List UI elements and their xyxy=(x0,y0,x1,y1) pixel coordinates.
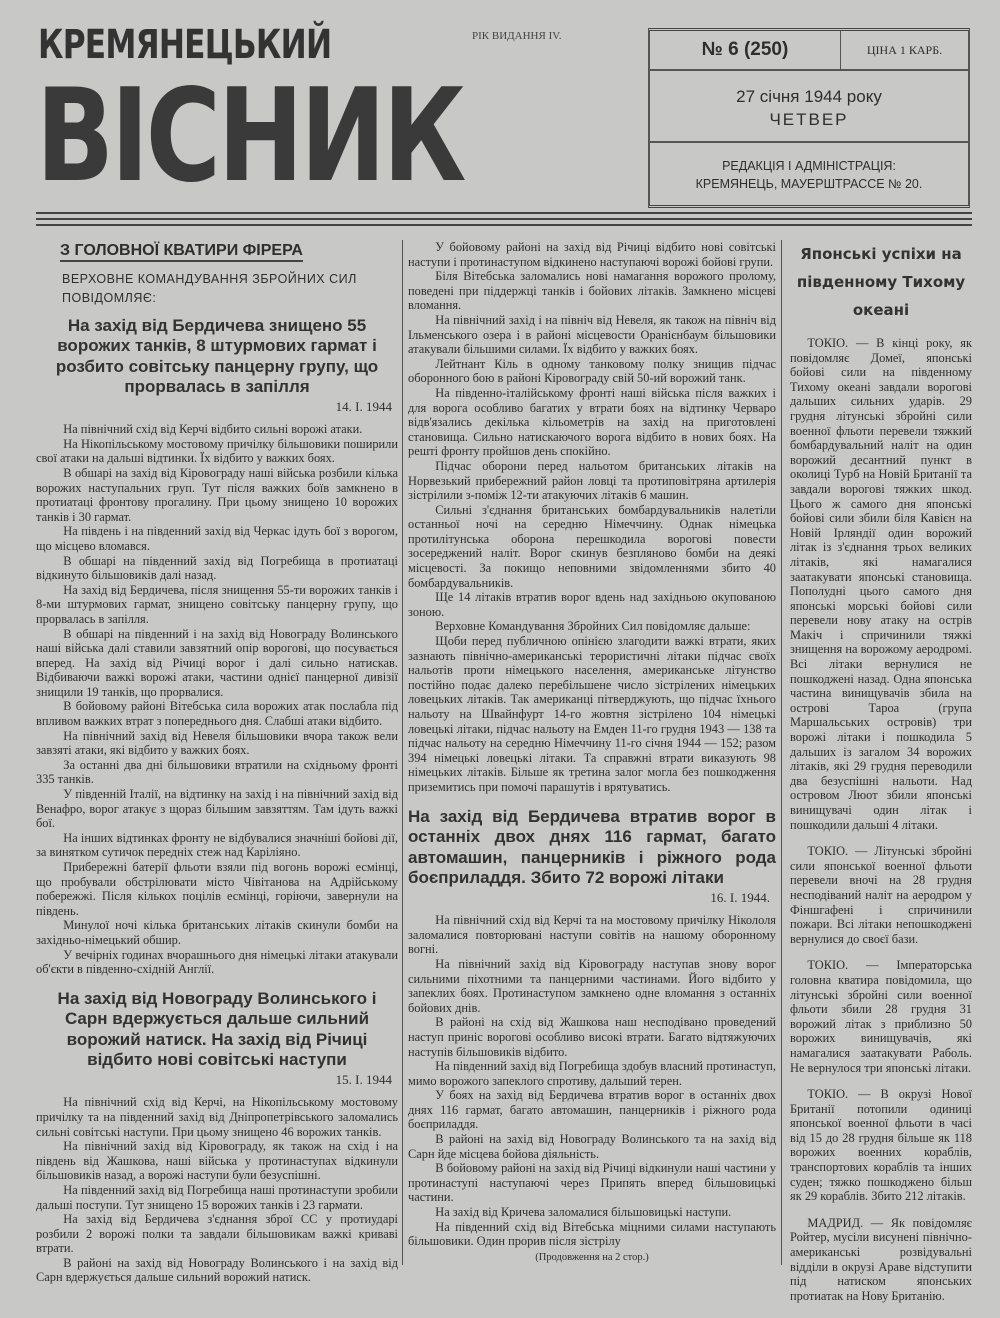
dateline: 14. I. 1944 xyxy=(335,398,392,414)
paragraph: В бойовому районі на захід від Річиці відкинули наші частини у протинаступі наступаючі через Припять вперед більшовицькі частини. xyxy=(408,1161,776,1205)
headline: На захід від Бердичева втратив ворог в останніх двох днях 116 гармат, багато автомашин, панцерників і ріжного рода боєприладдя. Збито 72 ворожі літаки xyxy=(408,806,776,888)
paragraph: У вечірніх годинах вчорашнього дня німецькі літаки атакували об'єкти в південно-східній Англії. xyxy=(36,947,398,977)
headline: На захід від Новограду Волинського і Сарн вдержується дальше сильний ворожий натиск. На захід від Річиці відбито нові совітські наступи xyxy=(57,988,377,1070)
issue-number: № 6 (250) xyxy=(650,31,841,69)
headline: Японські успіхи на південному Тихому океані xyxy=(796,245,966,319)
paragraph: У південній Італії, на відтинку на захід і на північний захід від Венафро, ворог атакує з щораз більшим завзяттям. Там ідуть важкі бої. xyxy=(36,787,398,831)
paragraph: Сильні з'єднання британських бомбардувальників налетіли останньої ночі на середню Німеччину. Однак німецька протилітунська оборона перешкодила ворогові повести зосереджений наліт. Ворог скинув безпляново бомби на деякі місцевості. За покищо неповними звідомленнями збито 40 бомбардувальників. xyxy=(408,502,776,590)
paragraph: ТОКІО. — В окрузі Нової Британії потопили одиниці японської военної фльоти в часі від 15 до 28 грудня більше як 118 ворожих военних кораблів, транспортових кораблів та інших суден; тяжко пошкоджено більш як 29 кораблів. Збито 212 літаків. xyxy=(790,1087,972,1204)
column-rule xyxy=(781,240,782,1265)
paragraph: На південь і на південний захід від Черкас ідуть бої з ворогом, що місцево вломався. xyxy=(36,524,398,553)
dispatch xyxy=(790,336,972,832)
column-2 xyxy=(408,240,776,1265)
paragraph: На північний захід від Кіровограду, як також на схід і на південь від Жашкова, наші війська у протинаступах відкинули більшовиків назад, а ворожі наступи були безуспішні. xyxy=(36,1139,398,1183)
publication-year: РІК ВИДАННЯ IV. xyxy=(472,30,562,42)
paragraph: В районі на схід від Жашкова наш несподівано проведений наступ приніс ворогові особливо високі втрати. Багато відтяжуючих наступів більшовиків відбито. xyxy=(408,1015,776,1059)
paragraph: На південний захід від Погребища наші протинаступи зробили дальші поступи. Тут знищено 15 ворожих танків і 23 гармати. xyxy=(36,1182,398,1212)
paragraph: На південний схід від Вітебська міцними силами наступають більшовики. Один прорив після зістрілу xyxy=(408,1219,776,1249)
paragraph: На Нікопільському мостовому причілку більшовики поширили свої атаки на дальші відтинки. Їх відбито у важких боях. xyxy=(36,436,398,466)
dispatch xyxy=(790,958,972,1075)
article-body xyxy=(36,1095,398,1285)
paragraph: На північний схід від Керчі, на Нікопільському мостовому причілку та на південний захід від Дніпропетрівського заломались сильні совітські наступи. При цьому знищено 46 ворожих танків. xyxy=(36,1095,398,1139)
issue-info-box xyxy=(648,28,970,208)
paragraph: В обшарі на південний захід від Погребища в протиатаці відкинуто більшовиків далі назад. xyxy=(36,553,398,583)
dateline: 15. I. 1944 xyxy=(335,1071,392,1087)
dispatch-list xyxy=(790,336,972,1303)
paragraph: Прибережні батерії фльоти взяли під вогонь ворожі есмінці, що пробували обстрілювати місто Чівітанова на Адрійському побережжі. Після кількох поцілів есмінці, горіючи, завернули на південь. xyxy=(36,860,398,918)
intro-line: ВЕРХОВНЕ КОМАНДУВАННЯ ЗБРОЙНИХ СИЛ ПОВІДОМЛЯЄ: xyxy=(62,271,357,305)
paragraph: У бойовому районі на захід від Річиці відбито нові совітські наступи і протинаступом відкинено наступаючі ворожі бойові групи. xyxy=(408,240,776,269)
paragraph: МАДРИД. — Як повідомляє Ройтер, мусіли висунені північно-американські розвідувальні відділи в окрузі Араве відступити під натиском японських протиатак на Нову Британію. xyxy=(790,1215,972,1303)
paragraph: В обшарі на південний і на захід від Новограду Волинського наші війська далі ставили завзятний опір ворогові, що посувається вперед. На захід від Річиці ворог і далі сильно натискав. Відбиваючи важкі ворожі атаки, частини однієї панцерної дивізії знищили 19 танків, що прорвалися. xyxy=(36,626,398,699)
headline: На захід від Бердичева знищено 55 ворожих танків, 8 штурмових гармат і розбито совітську панцерну групу, що прорвалась в запілля xyxy=(55,315,379,397)
masthead-rule xyxy=(36,224,972,226)
paragraph: В районі на захід від Новограду Волинського і на захід від Сарн вдержується дальше сильний ворожий натиск. xyxy=(36,1255,398,1285)
dispatch xyxy=(790,844,972,946)
paragraph: На інших відтинках фронту не відбувалися значніші бойові дії, за винятком сутичок передніх стеж над Каріліяно. xyxy=(36,830,398,860)
paragraph: Ще 14 літаків втратив ворог вдень над західньою окупованою зоною. xyxy=(408,590,776,619)
paragraph: На захід від Кричева заломалися більшовицькі наступи. xyxy=(435,1205,732,1220)
paragraph: На захід від Бердичева, після знищення 55-ти ворожих танків і 8-ми штурмових гармат, знищено совітську панцерну групу, що прорвалась в запілля. xyxy=(36,582,398,626)
masthead-rule xyxy=(36,218,972,220)
paragraph: Верховне Командування Збройних Сил повідомляє дальше: xyxy=(435,619,751,634)
masthead-rule xyxy=(36,212,972,214)
issue-date: 27 січня 1944 року xyxy=(736,87,882,106)
editorial-label: РЕДАКЦІЯ І АДМІНІСТРАЦІЯ: xyxy=(722,159,896,173)
paragraph: ТОКІО. — Літунські збройні сили японської военної фльоти перевели вночі на 28 грудня несподіваний наліт на аеродром у Фіншгафені і спричинили пожари. Всі літаки непошкоджені вернулися до своєї бази. xyxy=(790,844,972,946)
paragraph: На південно-італійському фронті наші війська після важких і для ворога особливо багатих у втрати боях на відтинку Черваро відв'язались декілька кільометрів на захід на приготовлені становища. Сильно натискаючого ворога відбито в нових боях. На решті фронту пройшов день спокійно. xyxy=(408,385,776,459)
paragraph: На південний захід від Погребища здобув власний протинаступ, мимо ворожого запеклого спротиву, дальший терен. xyxy=(408,1059,776,1088)
dateline: 16. I. 1944. xyxy=(710,889,770,905)
paragraph: На північний захід від Кіровограду наступав знову ворог сильними піхотними та панцерними частинами. Його відбито у запеклих боях. Протинаступом замкнено одне вломання з останніх бойових днів. xyxy=(408,956,776,1015)
newspaper-title-main: ВІСНИК xyxy=(36,62,464,211)
paragraph: Минулої ночі кілька британських літаків скинули бомби на західньо-німецький обшир. xyxy=(36,918,398,947)
paragraph: ТОКІО. — Імператорська головна кватира повідомила, що літунські збройні сили военної фльоти збили 28 грудня 31 ворожий літак з приблизно 50 ворожих винищувачів, які намагалися заатакувати Раболь. Не вернулося три японські літаки. xyxy=(790,958,972,1075)
paragraph: Щоби перед публичною опінією злагодити важкі втрати, яких зазнають північно-американські терористичні літаки підчас своїх нальотів проти німецького населення, американське літунство постійно подає далеко перебільшене число зістрілених німецьких ловецьких літаків. Так американці пітверджують, що підчас їхнього нальоту на Швайнфурт 14-го жовтня зістрілено 104 німецькі ловецькі літаки, підчас нальоту на Емден 11-го грудня 1943 — 138 та підчас нальоту на середню Німеччину 11-го січня 1944 — 152; разом 394 німецькі ловецькі літаки. Та справжні втрати виказують 98 німецьких літаків. Більше як третина залог могла без пошкодження приземитись при помочі парашутів і врятуватись. xyxy=(408,634,776,794)
paragraph: В районі на захід від Новограду Волинського та на захід від Сарн йде місцева бойова діяльність. xyxy=(408,1132,776,1161)
newspaper-title-top: КРЕМЯНЕЦЬКИЙ xyxy=(38,22,332,68)
article-body xyxy=(408,240,776,795)
section-title: З ГОЛОВНОЇ КВАТИРИ ФІРЕРА xyxy=(60,244,303,262)
paragraph: На північний схід від Керчі та на мостовому причілку Нікололя заломалися повторювані наступи совітів на нашому оборонному вогні. xyxy=(408,913,776,957)
dispatch xyxy=(790,1216,972,1304)
column-3 xyxy=(790,240,972,1315)
paragraph: На північний захід від Невеля більшовики вчора також вели завзяті атаки, які відбито у важких боях. xyxy=(36,728,398,758)
issue-weekday: ЧЕТВЕР xyxy=(769,110,849,129)
column-1 xyxy=(36,240,398,1285)
paragraph: На північний схід від Керчі відбито сильні ворожі атаки. xyxy=(63,422,363,437)
paragraph: В бойовому районі Вітебська сила ворожих атак послабла під впливом важких втрат з попереднього дня. Слабші атаки відбито. xyxy=(36,699,398,729)
paragraph: Біля Вітебська заломались нові намагання ворожого пролому, поведені при піддержці танків і бойових літаків. Замкнено місцеві вломання. xyxy=(408,269,776,313)
paragraph: Підчас оборони перед нальотом британських літаків на Норвезький прибережний район ловці та протиповітряна артилерія зістрілили з-поміж 12-ти атакуючих літаків 6 машин. xyxy=(408,458,776,503)
column-rule xyxy=(402,240,403,1265)
editorial-address: КРЕМЯНЕЦЬ, МАУЕРШТРАССЕ № 20. xyxy=(695,177,923,191)
article-body xyxy=(36,422,398,977)
paragraph: ТОКІО. — В кінці року, як повідомляє Домеї, японські бойові сили на південному Тихому океані завдали ворогові дальших сильних ударів. 29 грудня літунські збройні сили военної фльоти перевели тяжкий бомбардувальний наліт на один ворожий десантний пункт в околиці Турб на Новій Британії та завдали ворогові тяжких шкод. Цього ж самого дня японські бойові сили збили біля Кавієн на Новій Ірляндії один ворожий літак із з'єднання трьох великих літаків, які намагалися заатакувати японські становища. Пополудні цього самого дня японські морські бойові сили перевели нову атаку на острів Макіч і спричинили тяжкі знищення на ворожому аеродромі. Всі літаки вернулися не пошкоджені назад. Одна японська частина винищувачів збила на острові Тароа (група Маршальських островів) три ворожі літаки і пошкодила 5 дальших із загалом 34 ворожих літаків, які 29 грудня переводили два безуспішні нальоти. Над островом Люот збили японські винищувачі один літак і пошкодили дальші 4 літаки. xyxy=(790,336,972,832)
issue-price: ЦІНА 1 КАРБ. xyxy=(866,42,943,57)
paragraph: За останні два дні більшовики втратили на східньому фронті 335 танків. xyxy=(36,757,398,787)
paragraph: Лейтнант Кіль в одному танковому полку знищив підчас оборонного бою в районі Кіровограду свій 50-ий ворожий танк. xyxy=(408,356,776,386)
dispatch xyxy=(790,1087,972,1204)
paragraph: На захід від Бердичева з'єднання зброї СС у протиударі розбили 2 ворожі полки та завдали більшовикам важкі криваві втрати. xyxy=(36,1212,398,1256)
article-body xyxy=(408,913,776,1249)
paragraph: У боях на захід від Бердичева втратив ворог в останніх двох днях 116 гармат, багато автомашин, панцерників і ріжного рода боєприладдя. xyxy=(408,1088,776,1132)
continued-note: (Продовження на 2 стор.) xyxy=(535,1251,649,1263)
paragraph: На північний захід і на північ від Невеля, як також на північ від Ільменського озера і в районі місцевости Оранієнбаум більшовики атакували більшими силами. Їх відбито у важких боях. xyxy=(408,312,776,357)
paragraph: В обшарі на захід від Кіровограду наші війська розбили кілька ворожих наступальних груп. Тут після важких боїв замкнено в протиатаці фронтову прогалину. При цьому знищено 10 ворожих танків і 30 гармат. xyxy=(36,465,398,524)
